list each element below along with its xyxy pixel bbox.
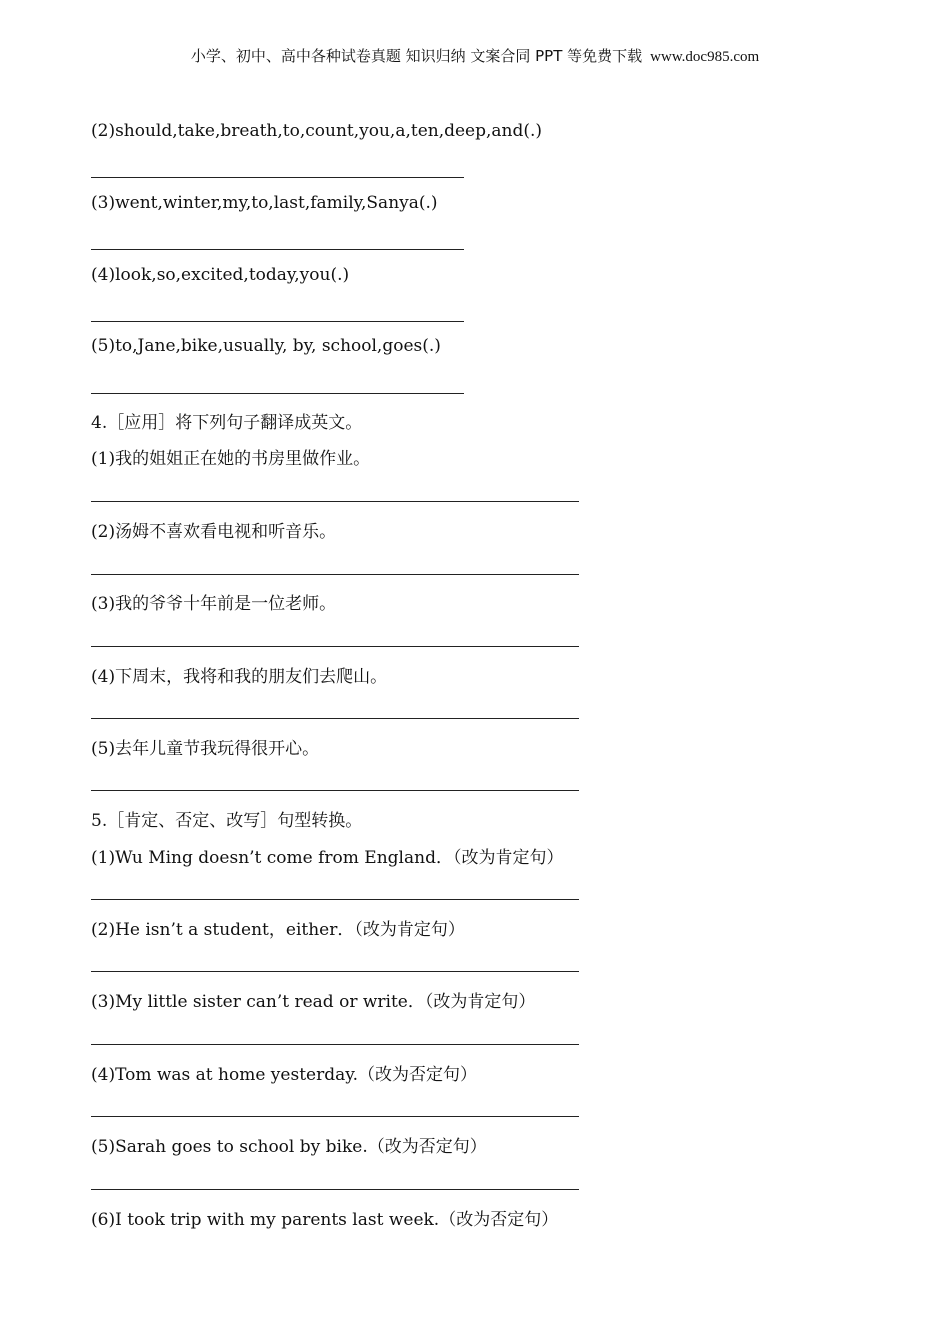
header-title: 小学、初中、高中各种试卷真题 知识归纳 文案合同 PPT 等免费下载 [190,47,643,65]
answer-line [91,971,579,972]
s4-item-4: (4)下周末，我将和我的朋友们去爬山。 [91,667,388,687]
s3-item-2: (2)should,take,breath,to,count,you,a,ten,deep,and(.) [91,121,543,141]
answer-line [91,1189,579,1190]
s5-item-6: (6)I took trip with my parents last week.（改为否定句） [91,1210,559,1230]
answer-line [91,646,579,647]
section4-title: 4.［应用］将下列句子翻译成英文。 [91,413,363,433]
s5-item-3: (3)My little sister can’t read or write．（改为肯定句） [91,992,536,1012]
page-header [0,45,950,66]
s3-item-3: (3)went,winter,my,to,last,family,Sanya(.) [91,193,438,213]
answer-line [91,393,464,394]
answer-line [91,790,579,791]
answer-line [91,718,579,719]
s3-item-4: (4)look,so,excited,today,you(.) [91,265,350,285]
s4-item-2: (2)汤姆不喜欢看电视和听音乐。 [91,522,337,542]
s4-item-1: (1)我的姐姐正在她的书房里做作业。 [91,449,371,469]
answer-line [91,574,579,575]
answer-line [91,1116,579,1117]
s5-item-5: (5)Sarah goes to school by bike.（改为否定句） [91,1137,487,1157]
s5-item-4: (4)Tom was at home yesterday.（改为否定句） [91,1065,477,1085]
s3-item-5: (5)to,Jane,bike,usually, by, school,goes(.) [91,336,441,356]
s5-item-2: (2)He isn’t a student，either．（改为肯定句） [91,920,465,940]
answer-line [91,249,464,250]
answer-line [91,177,464,178]
s5-item-1: (1)Wu Ming doesn’t come from England．（改为肯定句） [91,848,564,868]
header-url: www.doc985.com [650,49,760,65]
answer-line [91,501,579,502]
answer-line [91,899,579,900]
s4-item-5: (5)去年儿童节我玩得很开心。 [91,739,320,759]
answer-line [91,1044,579,1045]
s4-item-3: (3)我的爷爷十年前是一位老师。 [91,594,337,614]
section5-title: 5.［肯定、否定、改写］句型转换。 [91,811,363,831]
answer-line [91,321,464,322]
